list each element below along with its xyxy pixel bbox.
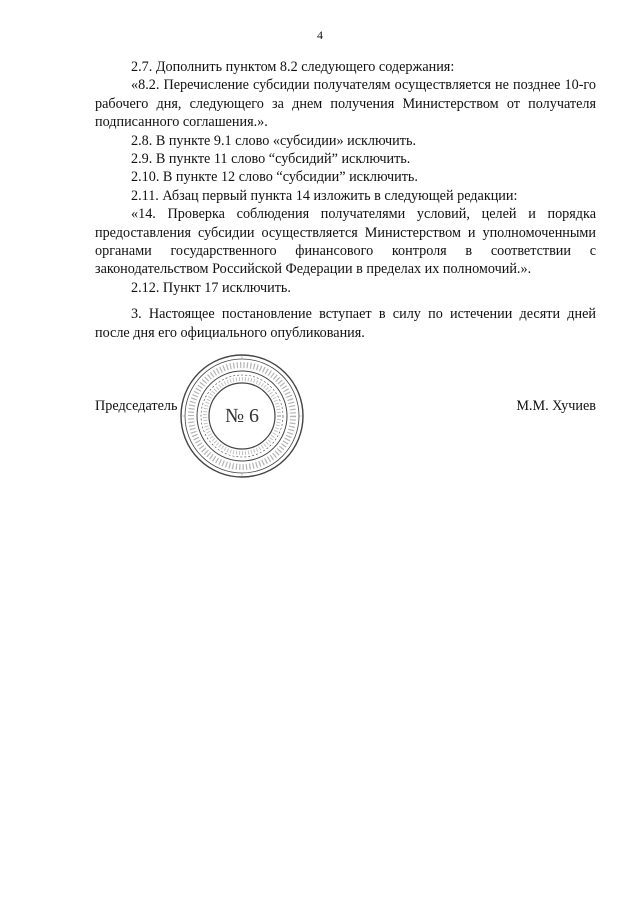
signatory-name: М.М. Хучиев — [516, 398, 596, 414]
paragraph-2-9: 2.9. В пункте 11 слово “субсидий” исключить. — [131, 151, 411, 168]
seal-number: № 6 — [224, 404, 260, 427]
paragraph-2-7: 2.7. Дополнить пунктом 8.2 следующего содержания: — [131, 59, 455, 75]
paragraph-2-8: 2.8. В пункте 9.1 слово «субсидии» исключить. — [131, 132, 416, 149]
paragraph-2-12: 2.12. Пункт 17 исключить. — [131, 279, 291, 296]
paragraph-8-2-quote: «8.2. Перечисление субсидии получателям осуществляется не позднее 10-го рабочего дня, следующего за днем получения Министерством от получателя подписанного соглашения.». — [95, 77, 596, 131]
spacer — [95, 297, 596, 305]
signatory-position: Председатель — [95, 398, 178, 414]
paragraph-3: 3. Настоящее постановление вступает в силу по истечении десяти дней после дня его официального опубликования. — [95, 306, 596, 341]
official-seal — [178, 352, 306, 480]
paragraph-14-quote: «14. Проверка соблюдения получателями условий, целей и порядка предоставления субсидии осуществляется Министерством и уполномоченными органами государственного финансового контроля в соответствии с законодательством Российской Федерации в пределах их полномочий.». — [95, 206, 596, 278]
paragraph-2-10: 2.10. В пункте 12 слово “субсидии” исключить. — [131, 169, 418, 186]
page-number: 4 — [317, 28, 323, 42]
document-body — [95, 58, 596, 342]
paragraph-2-11: 2.11. Абзац первый пункта 14 изложить в следующей редакции: — [131, 187, 518, 204]
